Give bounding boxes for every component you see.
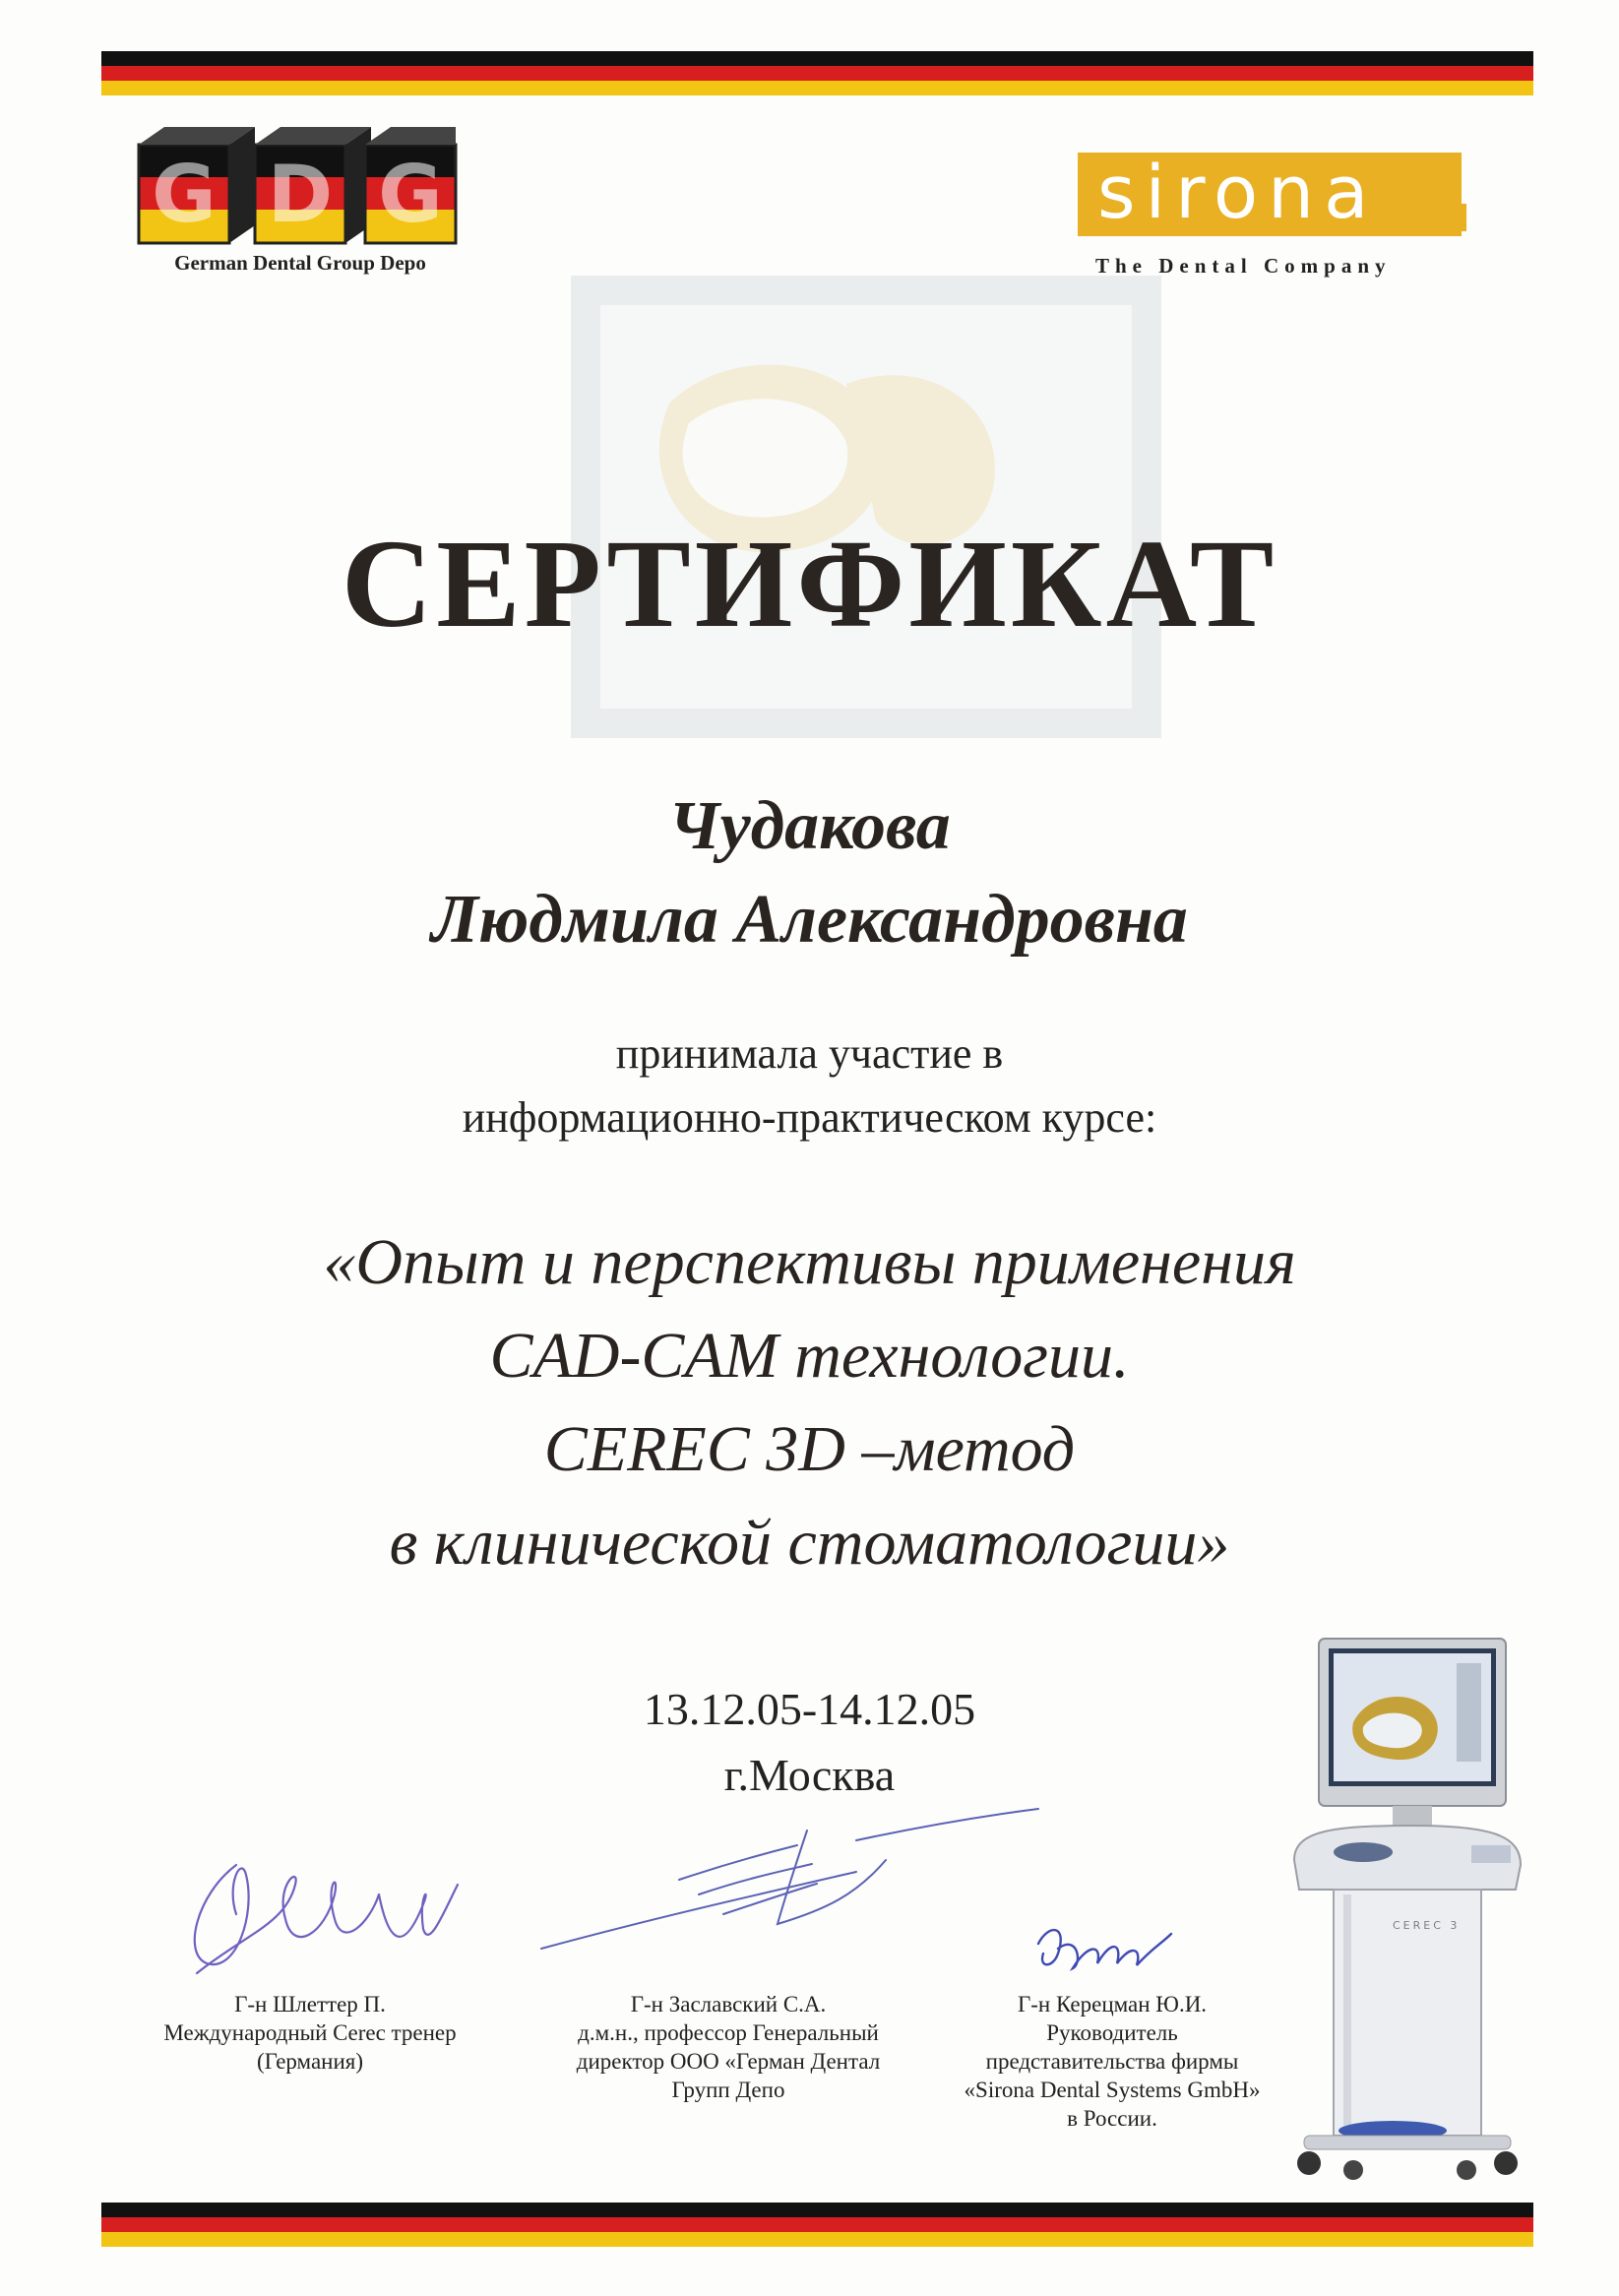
signatory-title-line: «Sirona Dental Systems GmbH» xyxy=(964,2078,1261,2102)
signatory-title-line: представительства фирмы xyxy=(985,2049,1239,2074)
signature-schletter xyxy=(177,1826,472,1993)
svg-text:G: G xyxy=(152,149,217,240)
gdg-logo-caption: German Dental Group Depo xyxy=(174,251,426,275)
sirona-tagline: The Dental Company xyxy=(1095,254,1392,278)
signatory-title-line: в России. xyxy=(1067,2106,1157,2131)
signatory-title-line: Международный Cerec тренер xyxy=(163,2020,457,2045)
sirona-wordmark: sirona xyxy=(1097,151,1379,235)
signatory-title-line: (Германия) xyxy=(256,2049,364,2074)
signatory-title-line: Групп Депо xyxy=(671,2078,785,2102)
top-flag-stripe xyxy=(101,51,1533,95)
flag-stripe-red xyxy=(101,2217,1533,2232)
signatory-name: Г-н Шлеттер П. xyxy=(234,1992,386,2017)
gdg-logo xyxy=(133,123,458,280)
certificate-title: СЕРТИФИКАТ xyxy=(341,514,1278,653)
signatory-block-schletter xyxy=(113,1990,507,2076)
bottom-flag-stripe xyxy=(101,2203,1533,2247)
gdg-logo-mark xyxy=(133,123,458,249)
course-title-line: CEREC 3D –метод xyxy=(543,1413,1076,1485)
course-city: г.Москва xyxy=(723,1750,896,1800)
recipient-given-names: Людмила Александровна xyxy=(431,882,1188,958)
participation-text-line: принимала участие в xyxy=(615,1029,1004,1078)
signatory-title-line: Руководитель xyxy=(1046,2020,1178,2045)
recipient-surname: Чудакова xyxy=(668,788,951,864)
cerec-machine-image xyxy=(1275,1634,1530,2185)
flag-stripe-red xyxy=(101,66,1533,81)
course-dates: 13.12.05-14.12.05 xyxy=(643,1684,976,1734)
flag-stripe-gold xyxy=(101,2232,1533,2247)
sirona-logo xyxy=(1078,153,1471,285)
signatory-name: Г-н Керецман Ю.И. xyxy=(1017,1992,1208,2017)
signature-kerezman xyxy=(1028,1914,1176,1983)
flag-stripe-gold xyxy=(101,81,1533,95)
participation-text-line: информационно-практическом курсе: xyxy=(462,1093,1157,1142)
cerec-label: CEREC 3 xyxy=(1393,1919,1461,1932)
flag-stripe-black xyxy=(101,51,1533,66)
signatory-name: Г-н Заславский С.А. xyxy=(630,1992,827,2017)
svg-text:D: D xyxy=(267,149,334,240)
signatory-title-line: д.м.н., профессор Генеральный xyxy=(578,2020,879,2045)
course-title-line: «Опыт и перспективы применения xyxy=(323,1226,1296,1298)
course-title-line: CAD-CAM технологии. xyxy=(489,1320,1130,1392)
course-title-line: в клинической стоматологии» xyxy=(389,1507,1230,1579)
svg-text:G: G xyxy=(378,149,443,240)
flag-stripe-black xyxy=(101,2203,1533,2217)
signatory-block-kerezman xyxy=(915,1990,1309,2133)
signature-zaslavsky xyxy=(531,1801,1043,1973)
signatory-title-line: директор ООО «Герман Дентал xyxy=(576,2049,881,2074)
signatory-block-zaslavsky xyxy=(492,1990,965,2104)
